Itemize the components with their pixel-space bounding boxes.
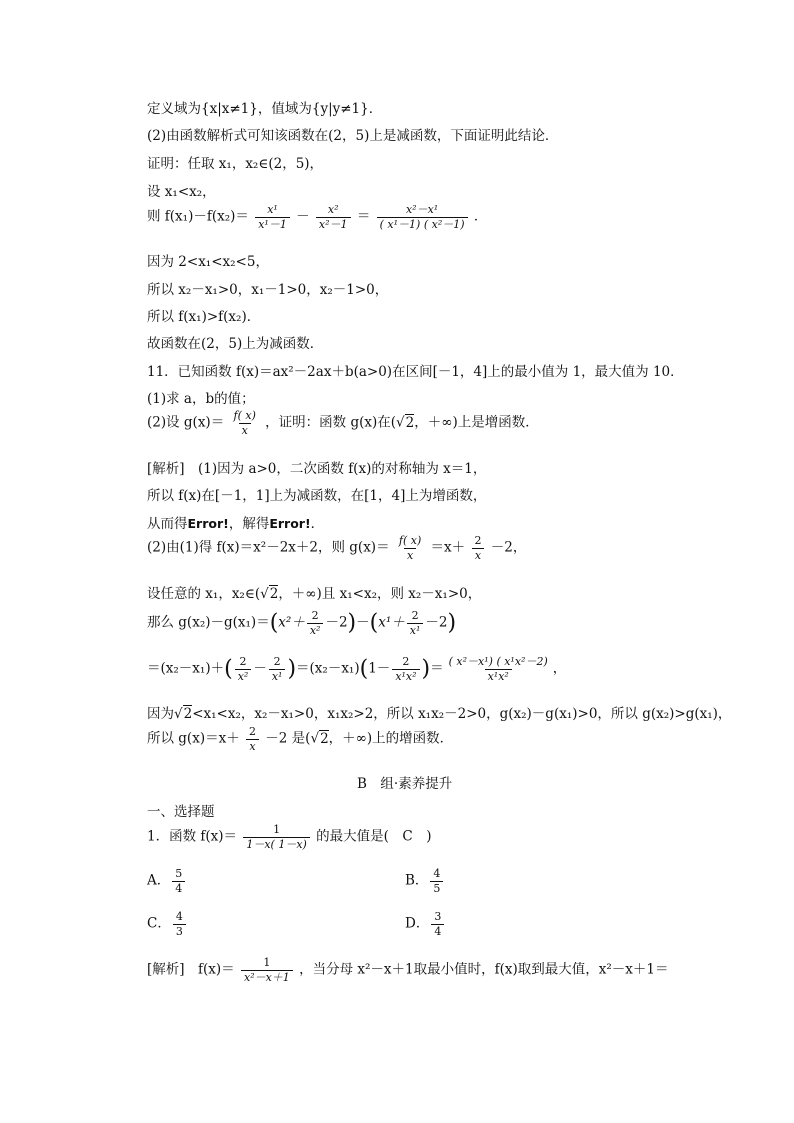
text: 从而得 xyxy=(147,516,188,532)
text: (2)设 g(x)＝ xyxy=(147,414,225,431)
text: [解析] f(x)＝ xyxy=(147,961,235,978)
numerator: f( x) xyxy=(233,409,256,422)
option-label: D． xyxy=(405,915,430,932)
sqrt-icon: √ xyxy=(310,730,320,747)
denominator: 4 xyxy=(172,881,185,895)
sqrt-radicand: 2 xyxy=(269,586,279,602)
text: －2 是( xyxy=(265,730,311,747)
because-line: 因为 2<x₁<x₂<5， xyxy=(147,254,269,270)
option-label: C． xyxy=(147,915,171,932)
numerator: 4 xyxy=(175,910,183,923)
numerator: x¹ xyxy=(267,203,278,216)
question-1 xyxy=(147,824,431,850)
denominator: x²－x＋1 xyxy=(241,970,293,984)
sqrt-icon: √ xyxy=(174,706,183,722)
numerator: 2 xyxy=(411,609,419,622)
fraction xyxy=(255,204,290,230)
option-a xyxy=(147,868,187,894)
denominator: x xyxy=(472,548,484,562)
text: <x₁<x₂，x₂－x₁>0，x₁x₂>2，所以 x₁x₂－2>0，g(x₂)－g(x₁)>0，所以 g(x₂)>g(x₁)， xyxy=(192,706,732,722)
text: ＝(x₂－x₁)＋ xyxy=(147,660,225,677)
text: ，解得 xyxy=(228,516,270,532)
fraction xyxy=(173,911,186,937)
numerator: 1 xyxy=(273,823,281,836)
analysis-line-9 xyxy=(147,726,453,752)
paren-close: ) xyxy=(421,656,431,682)
denominator: x¹x² xyxy=(485,669,512,683)
text: 那么 g(x₂)－g(x₁)＝ xyxy=(147,614,270,631)
problem-11-part2 xyxy=(147,410,539,436)
sqrt-radicand: 2 xyxy=(320,730,329,747)
denominator: x² xyxy=(235,669,252,683)
paren-open: ( xyxy=(369,610,379,636)
text: ，＋∞)上是增函数． xyxy=(414,414,539,431)
fraction xyxy=(392,656,419,682)
question-1-analysis xyxy=(147,957,669,983)
analysis-line-5 xyxy=(147,582,481,602)
text: 所以 g(x)＝x＋ xyxy=(147,730,240,747)
text: x¹＋ xyxy=(378,614,405,631)
text: 的最大值是( C ) xyxy=(316,828,432,845)
numerator: 4 xyxy=(433,867,441,880)
domain-range-line: 定义域为{x|x≠1}，值域为{y|y≠1}． xyxy=(147,101,383,117)
text: ． xyxy=(310,516,325,532)
fraction xyxy=(407,610,424,636)
fraction xyxy=(243,824,309,850)
fraction xyxy=(377,204,468,230)
proof-start: 证明：任取 x₁，x₂∈(2，5)， xyxy=(147,156,324,172)
numerator: 1 xyxy=(263,956,271,969)
text: －2 xyxy=(425,614,448,631)
fraction xyxy=(316,204,351,230)
denominator: x²－1 xyxy=(316,217,351,231)
denominator: x¹－1 xyxy=(255,217,290,231)
analysis-line-7 xyxy=(147,656,566,682)
fraction xyxy=(269,656,286,682)
numerator: 5 xyxy=(175,867,183,880)
conclusion-line: 故函数在(2，5)上为减函数． xyxy=(147,336,324,352)
choice-heading: 一、选择题 xyxy=(147,804,215,820)
text: x²＋ xyxy=(278,614,305,631)
paren-open: ( xyxy=(359,656,369,682)
paren-close: ) xyxy=(447,610,457,636)
fraction xyxy=(307,610,324,636)
option-label: B． xyxy=(405,872,429,889)
numerator: 3 xyxy=(434,910,442,923)
text: ． xyxy=(473,208,488,225)
text: 1－ xyxy=(368,660,391,677)
sqrt-radicand: 2 xyxy=(183,706,193,722)
part2-statement: (2)由函数解析式可知该函数在(2，5)上是减函数，下面证明此结论． xyxy=(147,128,559,144)
fraction xyxy=(231,410,259,436)
text: －2 xyxy=(325,614,348,631)
option-c xyxy=(147,911,188,937)
text: － xyxy=(296,208,310,225)
text: ，当分母 x²－x＋1取最小值时，f(x)取到最大值，x²－x＋1＝ xyxy=(299,961,669,978)
analysis-line-2: 所以 f(x)在[－1，1]上为减函数，在[1，4]上为增函数， xyxy=(147,488,487,504)
text: 则 f(x₁)－f(x₂)＝ xyxy=(147,208,249,225)
text: －2， xyxy=(490,539,527,556)
numerator: x²－x¹ xyxy=(405,203,439,216)
error-marker: Error! xyxy=(269,516,311,531)
text: 因为 xyxy=(147,706,174,722)
text: － xyxy=(356,614,370,631)
sqrt-icon: √ xyxy=(260,586,269,602)
paren-close: ) xyxy=(347,610,357,636)
so-line-1: 所以 x₂－x₁>0，x₁－1>0，x₂－1>0， xyxy=(147,282,389,298)
option-label: A． xyxy=(147,872,171,889)
fraction xyxy=(172,868,185,894)
denominator: 3 xyxy=(173,924,186,938)
text: ＝x＋ xyxy=(430,539,466,556)
paren-open: ( xyxy=(224,656,233,682)
numerator: 2 xyxy=(402,655,410,668)
denominator: ( x¹－1) ( x²－1) xyxy=(377,217,468,231)
denominator: x xyxy=(404,548,416,562)
paren-open: ( xyxy=(269,610,279,636)
text: ＝(x₂－x₁) xyxy=(296,660,360,677)
text: － xyxy=(253,660,267,677)
numerator: 2 xyxy=(311,609,319,622)
so-line-2: 所以 f(x₁)>f(x₂)． xyxy=(147,309,261,325)
analysis-line-6 xyxy=(147,610,456,636)
denominator: x² xyxy=(307,623,324,637)
fraction xyxy=(430,868,443,894)
numerator: ( x²－x¹) ( x¹x²－2) xyxy=(448,655,548,668)
denominator: 1－x( 1－x) xyxy=(243,837,309,851)
paren-close: ) xyxy=(287,656,297,682)
numerator: f( x) xyxy=(398,534,422,547)
difference-line xyxy=(147,204,487,230)
text: ，＋∞)上的增函数． xyxy=(328,730,454,747)
section-heading: B 组·素养提升 xyxy=(357,776,453,792)
fraction xyxy=(235,656,252,682)
fraction xyxy=(246,726,259,752)
fraction xyxy=(446,656,551,682)
text: ＝ xyxy=(356,208,371,225)
text: 1．函数 f(x)＝ xyxy=(147,828,238,845)
numerator: 2 xyxy=(249,725,256,738)
fraction xyxy=(431,911,444,937)
numerator: x² xyxy=(327,203,339,216)
numerator: 2 xyxy=(474,534,482,547)
sqrt-icon: √ xyxy=(396,414,405,431)
denominator: x¹ xyxy=(407,623,424,637)
fraction xyxy=(396,535,424,561)
option-b xyxy=(405,868,445,894)
numerator: 2 xyxy=(273,655,281,668)
option-d xyxy=(405,911,446,937)
denominator: 4 xyxy=(431,924,444,938)
problem-11: 11．已知函数 f(x)＝ax²－2ax＋b(a>0)在区间[－1，4]上的最小值为 1，最大值为 10． xyxy=(147,364,684,380)
text: 设任意的 x₁，x₂∈( xyxy=(147,586,261,602)
analysis-line-3 xyxy=(147,512,324,532)
denominator: x xyxy=(246,739,258,753)
error-marker: Error! xyxy=(187,516,229,531)
text: ＝ xyxy=(430,660,444,677)
fraction xyxy=(471,535,484,561)
problem-11-part1: (1)求 a，b的值； xyxy=(147,391,255,407)
denominator: x¹ xyxy=(269,669,286,683)
sqrt-radicand: 2 xyxy=(405,414,415,431)
assume-line: 设 x₁<x₂， xyxy=(147,184,216,200)
denominator: x¹x² xyxy=(392,669,419,683)
fraction xyxy=(241,957,293,983)
text: ，证明：函数 g(x)在( xyxy=(265,414,397,431)
text: ， xyxy=(552,660,567,677)
denominator: x xyxy=(239,423,251,437)
analysis-line-8 xyxy=(147,702,731,722)
numerator: 2 xyxy=(239,655,247,668)
analysis-line-4 xyxy=(147,535,526,561)
analysis-line-1: [解析] (1)因为 a>0，二次函数 f(x)的对称轴为 x＝1， xyxy=(147,461,487,477)
denominator: 5 xyxy=(430,881,443,895)
text: ，＋∞)且 x₁<x₂，则 x₂－x₁>0， xyxy=(278,586,482,602)
text: (2)由(1)得 f(x)＝x²－2x＋2，则 g(x)＝ xyxy=(147,539,390,556)
